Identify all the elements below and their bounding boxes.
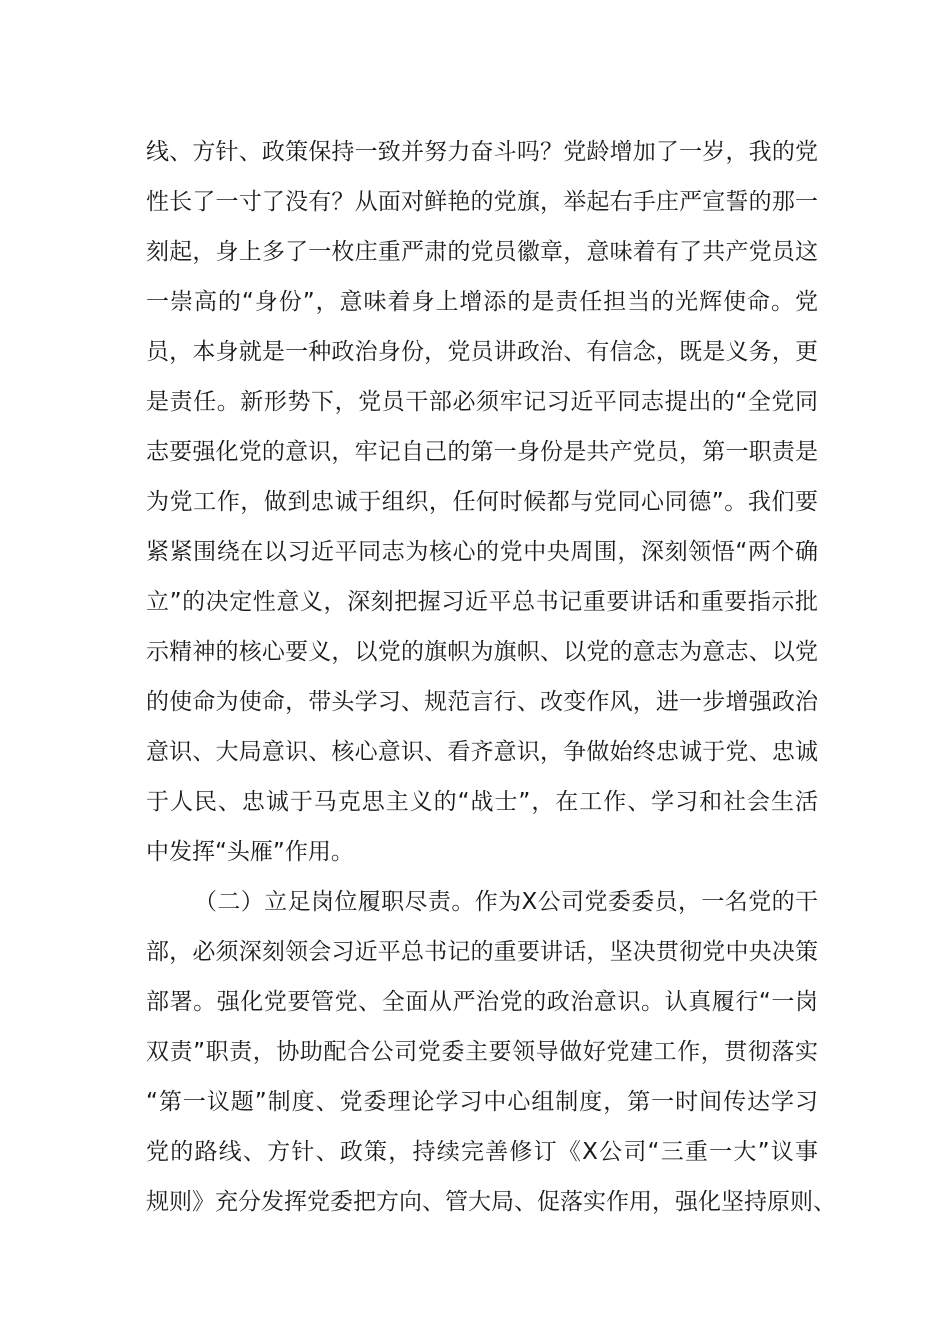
text-line: 线、方针、政策保持一致并努力奋斗吗？党龄增加了一岁，我的党 [146, 139, 818, 165]
text-line: 员，本身就是一种政治身份，党员讲政治、有信念，既是义务，更 [146, 339, 818, 365]
text-line: 党的路线、方针、政策，持续完善修订《X公司“三重一大”议事 [146, 1139, 818, 1165]
text-line: 双责”职责，协助配合公司党委主要领导做好党建工作，贯彻落实 [146, 1039, 818, 1065]
text-line: 立”的决定性意义，深刻把握习近平总书记重要讲话和重要指示批 [146, 589, 818, 615]
text-line: 是责任。新形势下，党员干部必须牢记习近平同志提出的“全党同 [146, 389, 818, 415]
text-line: 示精神的核心要义，以党的旗帜为旗帜、以党的意志为意志、以党 [146, 639, 818, 665]
text-line: 为党工作，做到忠诚于组织，任何时候都与党同心同德”。我们要 [146, 489, 818, 515]
text-line: 于人民、忠诚于马克思主义的“战士”，在工作、学习和社会生活 [146, 789, 818, 815]
text-line: 紧紧围绕在以习近平同志为核心的党中央周围，深刻领悟“两个确 [146, 539, 818, 565]
text-line: 意识、大局意识、核心意识、看齐意识，争做始终忠诚于党、忠诚 [146, 739, 818, 765]
text-line: 志要强化党的意识，牢记自己的第一身份是共产党员，第一职责是 [146, 439, 818, 465]
text-line: 部，必须深刻领会习近平总书记的重要讲话，坚决贯彻党中央决策 [146, 939, 818, 965]
text-line: 性长了一寸了没有？从面对鲜艳的党旗，举起右手庄严宣誓的那一 [146, 189, 818, 215]
paragraph-last-line: 中发挥“头雁”作用。 [146, 839, 354, 865]
text-line: 刻起，身上多了一枚庄重严肃的党员徽章，意味着有了共产党员这 [146, 239, 818, 265]
text-line: 规则》充分发挥党委把方向、管大局、促落实作用，强化坚持原则、 [146, 1189, 836, 1215]
section-heading-line: （二）立足岗位履职尽责。作为X公司党委委员，一名党的干 [194, 889, 818, 915]
text-line: 部署。强化党要管党、全面从严治党的政治意识。认真履行“一岗 [146, 989, 818, 1015]
text-line: 一崇高的“身份”，意味着身上增添的是责任担当的光辉使命。党 [146, 289, 818, 315]
text-line: “第一议题”制度、党委理论学习中心组制度，第一时间传达学习 [146, 1089, 818, 1115]
text-line: 的使命为使命，带头学习、规范言行、改变作风，进一步增强政治 [146, 689, 818, 715]
